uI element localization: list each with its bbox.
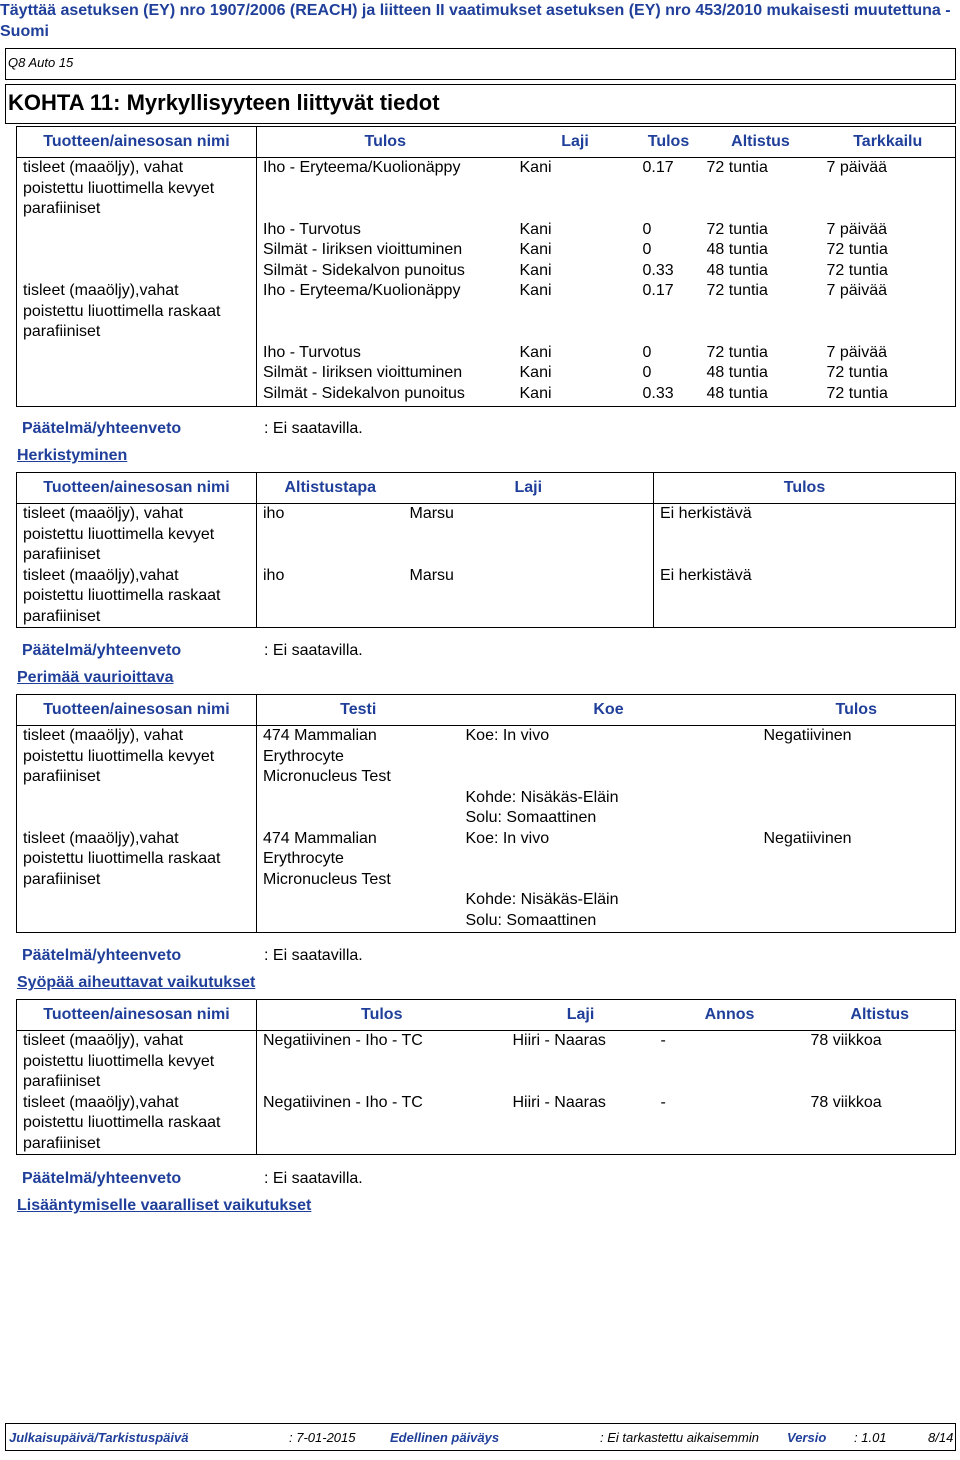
species-cell: Kani <box>514 384 637 407</box>
substance-name <box>17 261 257 282</box>
score-cell: 0.17 <box>642 282 674 299</box>
score-cell: 0 <box>642 364 652 381</box>
result-cell: Negatiivinen - Iho - TC <box>263 1032 423 1049</box>
experiment-cell: Koe: In vivo Kohde: Nisäkäs-Eläin Solu: Somaattinen <box>460 829 758 933</box>
result-cell: Silmät - Sidekalvon punoitus <box>263 261 465 279</box>
previous-date-value: : Ei tarkastettu aikaisemmin <box>600 1430 759 1445</box>
result-cell: Negatiivinen <box>758 726 956 829</box>
summary-value: : Ei saatavilla. <box>264 420 363 437</box>
column-header: Tulos <box>257 127 514 158</box>
product-name: Q8 Auto 15 <box>8 55 74 70</box>
table-row <box>17 829 956 933</box>
test-cell: 474 Mammalian Erythrocyte Micronucleus Test <box>263 727 391 785</box>
species-cell: Kani <box>519 261 552 279</box>
table-row <box>17 1031 956 1093</box>
observation-cell: 7 päivää <box>821 343 956 364</box>
table-header-row <box>17 1000 956 1031</box>
table-row <box>17 343 956 364</box>
summary-value: : Ei saatavilla. <box>264 947 363 964</box>
table-row <box>17 726 956 829</box>
species-cell: Kani <box>519 220 552 238</box>
exposure-cell: 72 tuntia <box>706 282 768 299</box>
mutagenicity-heading[interactable]: Perimää vaurioittava <box>17 669 174 686</box>
exposure-cell: 72 tuntia <box>706 159 768 176</box>
table-row <box>17 566 956 628</box>
column-header: Tuotteen/ainesosan nimi <box>17 473 257 504</box>
result-cell: Iho - Eryteema/Kuolionäppy <box>263 159 461 176</box>
carcinogenicity-heading[interactable]: Syöpää aiheuttavat vaikutukset <box>17 974 256 991</box>
table-header-row <box>17 473 956 504</box>
score-cell: 0 <box>642 343 652 361</box>
carcinogenicity-table <box>16 999 956 1155</box>
issue-date-label: Julkaisupäivä/Tarkistuspäivä <box>9 1430 189 1445</box>
column-header: Testi <box>257 695 460 726</box>
result-cell: Iho - Turvotus <box>263 220 361 238</box>
result-cell: Iho - Turvotus <box>263 343 361 361</box>
substance-name <box>17 343 257 364</box>
substance-name <box>17 384 257 407</box>
product-name-box <box>5 48 956 80</box>
dose-cell: - <box>660 1032 666 1049</box>
species-cell: Kani <box>519 343 552 361</box>
substance-name <box>17 220 257 241</box>
column-header: Tuotteen/ainesosan nimi <box>17 127 257 158</box>
result-cell: Ei herkistävä <box>654 566 956 628</box>
mutagenicity-table <box>16 694 956 933</box>
result-cell: Iho - Eryteema/Kuolionäppy <box>263 282 461 299</box>
substance-name: tisleet (maaöljy), vahat poistettu liuottimella kevyet parafiiniset <box>17 1031 257 1093</box>
table-row <box>17 220 956 241</box>
substance-name: tisleet (maaöljy), vahat poistettu liuottimella kevyet parafiiniset <box>17 158 257 220</box>
substance-name: tisleet (maaöljy), vahat poistettu liuottimella kevyet parafiiniset <box>17 726 257 829</box>
summary-label: Päätelmä/yhteenveto <box>22 420 182 437</box>
column-header: Tulos <box>654 473 956 504</box>
exposure-cell: 48 tuntia <box>706 261 768 279</box>
species-cell: Marsu <box>404 566 654 628</box>
score-cell: 0.33 <box>642 261 674 279</box>
document-header-title: Täyttää asetuksen (EY) nro 1907/2006 (REACH) ja liitteen II vaatimukset asetuksen (EY) nro 453/2010 mukaisesti muutettuna - Suomi <box>0 2 951 40</box>
result-cell: Negatiivinen - Iho - TC <box>257 1093 507 1155</box>
score-cell: 0 <box>642 241 652 258</box>
exposure-cell: 72 tuntia <box>706 343 768 361</box>
column-header: Altistus <box>805 1000 956 1031</box>
species-cell: Hiiri - Naaras <box>507 1093 655 1155</box>
route-cell: iho <box>263 505 285 522</box>
previous-date-label: Edellinen päiväys <box>390 1430 500 1445</box>
substance-name: tisleet (maaöljy),vahat poistettu liuottimella raskaat parafiiniset <box>17 829 257 933</box>
route-cell: iho <box>257 566 404 628</box>
column-header: Tuotteen/ainesosan nimi <box>17 695 257 726</box>
result-cell: Silmät - Sidekalvon punoitus <box>257 384 514 407</box>
page-number: 8/14 <box>928 1430 954 1445</box>
reproductive-heading[interactable]: Lisääntymiselle vaaralliset vaikutukset <box>17 1197 312 1214</box>
observation-cell: 7 päivää <box>821 281 956 343</box>
column-header: Tulos <box>257 1000 507 1031</box>
substance-name: tisleet (maaöljy),vahat poistettu liuottimella raskaat parafiiniset <box>17 1093 257 1155</box>
score-cell: 0.33 <box>637 384 701 407</box>
summary-label: Päätelmä/yhteenveto <box>22 947 182 964</box>
exposure-cell: 78 viikkoa <box>805 1093 956 1155</box>
section-title: KOHTA 11: Myrkyllisyyteen liittyvät tiedot <box>5 84 956 124</box>
table-row <box>17 261 956 282</box>
species-cell: Marsu <box>409 505 454 522</box>
sensitization-heading[interactable]: Herkistyminen <box>17 447 128 464</box>
summary-label: Päätelmä/yhteenveto <box>22 1170 182 1187</box>
column-header: Laji <box>507 1000 655 1031</box>
substance-name: tisleet (maaöljy), vahat poistettu liuottimella kevyet parafiiniset <box>17 504 257 566</box>
substance-name <box>17 240 257 261</box>
column-header: Tulos <box>758 695 956 726</box>
observation-cell: 7 päivää <box>821 220 956 241</box>
column-header: Laji <box>404 473 654 504</box>
column-header: Laji <box>514 127 637 158</box>
column-header: Altistustapa <box>257 473 404 504</box>
exposure-cell: 72 tuntia <box>706 220 768 238</box>
exposure-cell: 48 tuntia <box>706 241 768 258</box>
species-cell: Kani <box>519 282 552 299</box>
species-cell: Hiiri - Naaras <box>512 1032 606 1049</box>
summary-value: : Ei saatavilla. <box>264 1170 363 1187</box>
test-cell: 474 Mammalian Erythrocyte Micronucleus Test <box>257 829 460 933</box>
result-cell: Silmät - Iiriksen vioittuminen <box>263 364 463 381</box>
result-cell: Negatiivinen <box>758 829 956 933</box>
score-cell: 0.17 <box>642 159 674 176</box>
table-row <box>17 363 956 384</box>
irritation-table <box>16 126 956 407</box>
experiment-cell: Koe: In vivo Kohde: Nisäkäs-Eläin Solu: Somaattinen <box>465 727 619 826</box>
score-cell: 0 <box>642 220 652 238</box>
result-cell: Ei herkistävä <box>654 504 956 566</box>
substance-name: tisleet (maaöljy),vahat poistettu liuottimella raskaat parafiiniset <box>17 281 257 343</box>
substance-name: tisleet (maaöljy),vahat poistettu liuottimella raskaat parafiiniset <box>17 566 257 628</box>
observation-cell: 7 päivää <box>821 158 956 220</box>
result-cell: Silmät - Iiriksen vioittuminen <box>263 241 463 258</box>
page-footer <box>5 1423 956 1451</box>
sensitization-table <box>16 472 956 628</box>
issue-date-value: : 7-01-2015 <box>289 1430 356 1445</box>
column-header: Tulos <box>637 127 701 158</box>
observation-cell: 72 tuntia <box>821 240 956 261</box>
table-row <box>17 384 956 407</box>
table-row <box>17 158 956 220</box>
exposure-cell: 48 tuntia <box>706 364 768 381</box>
dose-cell: - <box>655 1093 805 1155</box>
exposure-cell: 48 tuntia <box>701 384 821 407</box>
substance-name <box>17 363 257 384</box>
column-header: Annos <box>655 1000 805 1031</box>
version-value: : 1.01 <box>854 1430 887 1445</box>
column-header: Altistus <box>701 127 821 158</box>
table-row <box>17 504 956 566</box>
observation-cell: 72 tuntia <box>821 384 956 407</box>
table-row <box>17 281 956 343</box>
column-header: Tuotteen/ainesosan nimi <box>17 1000 257 1031</box>
column-header: Tarkkailu <box>821 127 956 158</box>
observation-cell: 72 tuntia <box>821 363 956 384</box>
table-row <box>17 1093 956 1155</box>
column-header: Koe <box>460 695 758 726</box>
summary-label: Päätelmä/yhteenveto <box>22 642 182 659</box>
version-label: Versio <box>787 1430 827 1445</box>
table-header-row <box>17 127 956 158</box>
summary-value: : Ei saatavilla. <box>264 642 363 659</box>
species-cell: Kani <box>519 364 552 381</box>
table-row <box>17 240 956 261</box>
observation-cell: 72 tuntia <box>821 261 956 282</box>
species-cell: Kani <box>519 159 552 176</box>
exposure-cell: 78 viikkoa <box>805 1031 956 1093</box>
species-cell: Kani <box>519 241 552 258</box>
table-header-row <box>17 695 956 726</box>
